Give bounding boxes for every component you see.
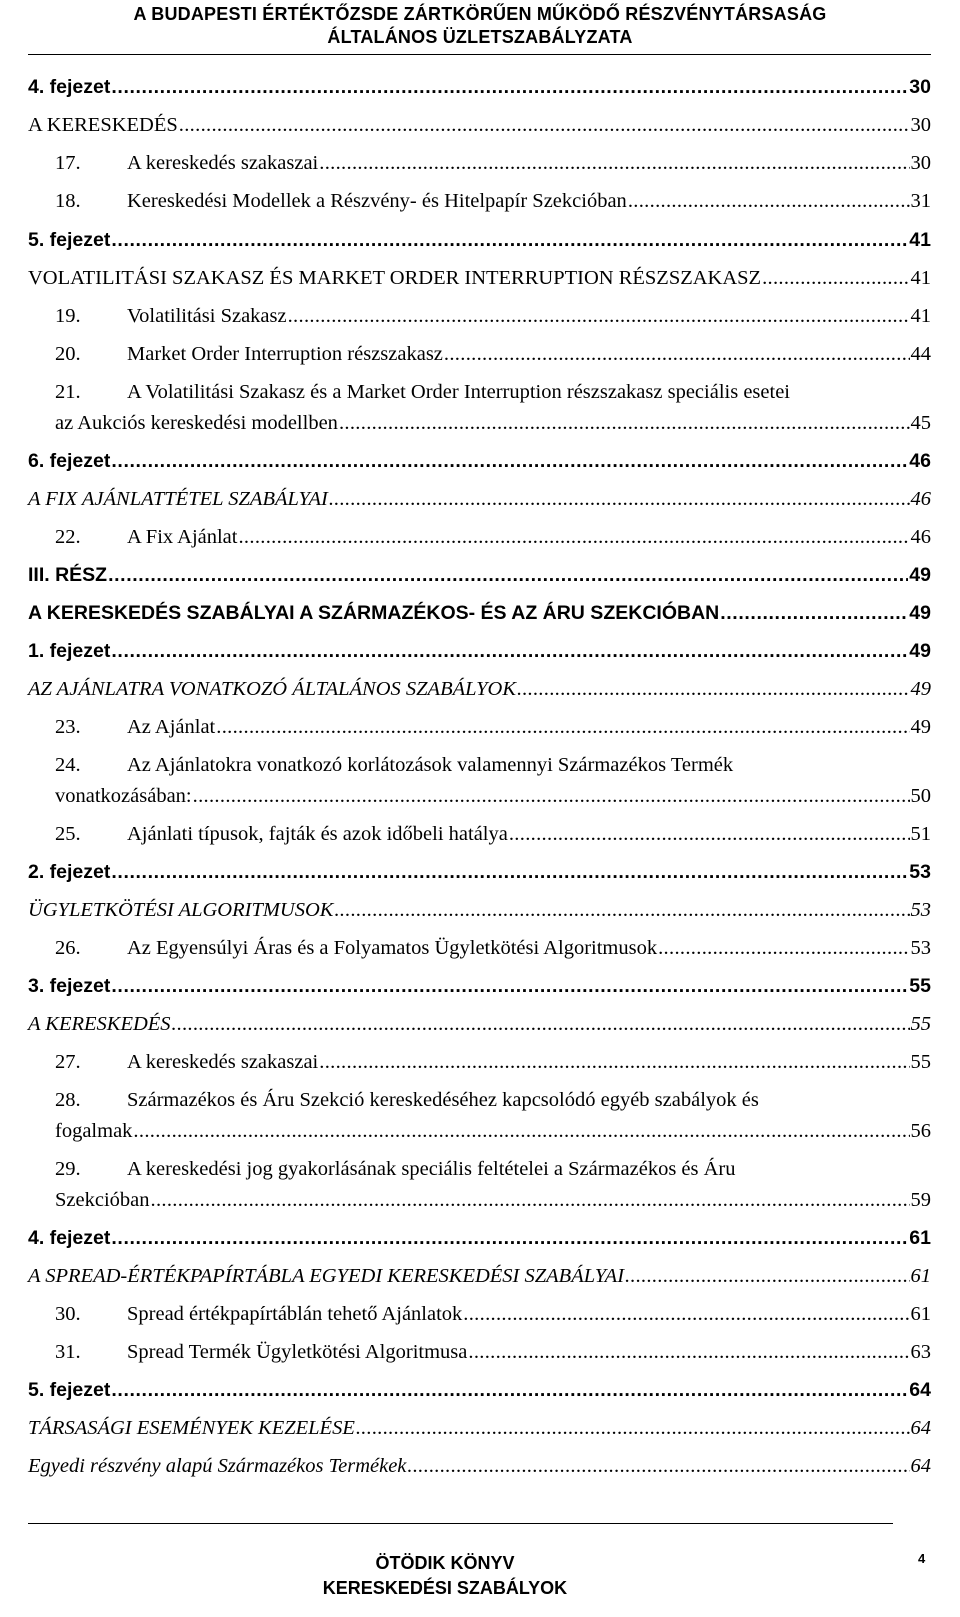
toc-page-number: 31	[910, 190, 931, 212]
toc-entry-number: 21.	[55, 381, 81, 403]
page-number: 4	[918, 1551, 926, 1566]
toc-leader-dots	[111, 858, 908, 886]
toc-entry-title: A Fix Ajánlat	[127, 526, 238, 548]
toc-entry-title: III. RÉSZ	[28, 564, 108, 586]
toc-entry-title: Az Ajánlat	[127, 716, 216, 738]
toc-entry-number: 19.	[55, 305, 81, 327]
toc-page-number: 49	[910, 678, 931, 700]
toc-page-number: 55	[910, 1051, 931, 1073]
toc-entry-title: A kereskedés szakaszai	[127, 1051, 319, 1073]
toc-entry-title: A FIX AJÁNLATTÉTEL SZABÁLYAI	[28, 488, 328, 510]
toc-entry-title: AZ AJÁNLATRA VONATKOZÓ ÁLTALÁNOS SZABÁLYOK	[28, 678, 516, 700]
toc-page-number: 41	[910, 305, 931, 327]
toc-leader-dots	[288, 302, 910, 330]
toc-leader-dots	[762, 264, 909, 292]
toc-entry-title: Volatilitási Szakasz	[127, 305, 287, 327]
toc-entry[interactable]	[28, 226, 931, 254]
toc-entry[interactable]	[28, 637, 931, 665]
toc-entry-number: 20.	[55, 343, 81, 365]
toc-page-number: 61	[910, 1265, 931, 1287]
toc-entry-title: 2. fejezet	[28, 861, 111, 883]
toc-entry-title: Kereskedési Modellek a Részvény- és Hitelpapír Szekcióban	[127, 190, 627, 212]
toc-page-number: 55	[910, 1013, 931, 1035]
toc-entry[interactable]	[28, 858, 931, 886]
toc-page-number: 46	[910, 526, 931, 548]
toc-leader-dots	[720, 599, 908, 627]
toc-entry-number: 22.	[55, 526, 81, 548]
toc-entry[interactable]	[55, 1117, 931, 1145]
toc-page-number: 64	[910, 1417, 931, 1439]
toc-entry-title: 5. fejezet	[28, 1379, 111, 1401]
toc-page-number: 49	[909, 564, 931, 586]
toc-entry-first-line	[55, 1086, 759, 1114]
toc-entry-title: 1. fejezet	[28, 640, 111, 662]
toc-leader-dots	[111, 226, 908, 254]
toc-entry-number: 25.	[55, 823, 81, 845]
toc-entry[interactable]	[28, 1224, 931, 1252]
toc-entry[interactable]	[55, 187, 931, 215]
toc-entry-title: Az Egyensúlyi Áras és a Folyamatos Ügyletkötési Algoritmusok	[127, 937, 658, 959]
toc-page-number: 53	[910, 899, 931, 921]
toc-page-number: 64	[910, 1455, 931, 1477]
toc-entry-title-continued: fogalmak	[55, 1120, 133, 1142]
toc-entry[interactable]	[28, 73, 931, 101]
toc-entry[interactable]	[28, 1414, 931, 1442]
toc-entry-title-continued: vonatkozásában:	[55, 785, 192, 807]
toc-entry[interactable]	[28, 447, 931, 475]
toc-entry[interactable]	[55, 409, 931, 437]
toc-page-number: 63	[910, 1341, 931, 1363]
toc-leader-dots	[111, 637, 908, 665]
toc-entry-title: A KERESKEDÉS	[28, 1013, 171, 1035]
toc-page-number: 51	[910, 823, 931, 845]
toc-entry-title: 6. fejezet	[28, 450, 111, 472]
toc-entry[interactable]	[28, 1262, 931, 1290]
toc-entry[interactable]	[55, 1338, 931, 1366]
toc-entry[interactable]	[28, 675, 931, 703]
toc-leader-dots	[319, 1048, 909, 1076]
toc-leader-dots	[658, 934, 909, 962]
toc-entry[interactable]	[55, 820, 931, 848]
toc-entry[interactable]	[55, 340, 931, 368]
toc-page-number: 64	[909, 1379, 931, 1401]
toc-entry[interactable]	[55, 302, 931, 330]
toc-entry[interactable]	[28, 1376, 931, 1404]
toc-page-number: 50	[910, 785, 931, 807]
toc-entry-title: Spread Termék Ügyletkötési Algoritmusa	[127, 1341, 468, 1363]
toc-leader-dots	[509, 820, 910, 848]
toc-entry[interactable]	[55, 934, 931, 962]
toc-entry[interactable]	[28, 1452, 931, 1480]
toc-entry-title: Spread értékpapírtáblán tehető Ajánlatok	[127, 1303, 463, 1325]
toc-leader-dots	[628, 187, 910, 215]
toc-entry-title: A KERESKEDÉS	[28, 114, 178, 136]
toc-leader-dots	[193, 782, 910, 810]
header-title-line2: ÁLTALÁNOS ÜZLETSZABÁLYZATA	[327, 27, 633, 47]
footer-divider	[28, 1523, 893, 1524]
toc-entry-title: Az Ajánlatokra vonatkozó korlátozások valamennyi Származékos Termék	[127, 754, 734, 776]
toc-entry-title: A Volatilitási Szakasz és a Market Order Interruption részszakasz speciális esetei	[127, 381, 790, 403]
toc-entry-number: 31.	[55, 1341, 81, 1363]
toc-leader-dots	[108, 561, 908, 589]
toc-page-number: 44	[910, 343, 931, 365]
toc-page-number: 53	[909, 861, 931, 883]
toc-entry[interactable]	[28, 111, 931, 139]
toc-entry[interactable]	[28, 972, 931, 1000]
toc-leader-dots	[517, 675, 910, 703]
toc-entry-title: Származékos és Áru Szekció kereskedéséhez kapcsolódó egyéb szabályok és	[127, 1089, 759, 1111]
toc-leader-dots	[407, 1452, 909, 1480]
toc-entry-first-line	[55, 378, 790, 406]
toc-entry-number: 17.	[55, 152, 81, 174]
toc-leader-dots	[468, 1338, 909, 1366]
toc-entry[interactable]	[55, 713, 931, 741]
toc-entry-title-continued: Szekcióban	[55, 1189, 150, 1211]
toc-entry-title: Market Order Interruption részszakasz	[127, 343, 443, 365]
footer-title-line1: ÖTÖDIK KÖNYV	[375, 1553, 515, 1573]
toc-entry-number: 26.	[55, 937, 81, 959]
toc-entry-title: Egyedi részvény alapú Származékos Termékek	[28, 1455, 407, 1477]
toc-entry[interactable]	[28, 264, 931, 292]
toc-page-number: 41	[910, 267, 931, 289]
toc-page-number: 61	[909, 1227, 931, 1249]
toc-entry[interactable]	[28, 1010, 931, 1038]
toc-page-number: 61	[910, 1303, 931, 1325]
toc-entry[interactable]	[55, 1048, 931, 1076]
toc-leader-dots	[111, 447, 908, 475]
toc-entry[interactable]	[55, 782, 931, 810]
toc-leader-dots	[625, 1262, 909, 1290]
toc-entry-title: 3. fejezet	[28, 975, 111, 997]
toc-page-number: 30	[909, 76, 931, 98]
toc-leader-dots	[329, 485, 910, 513]
toc-leader-dots	[319, 149, 909, 177]
toc-entry-title: Ajánlati típusok, fajták és azok időbeli hatálya	[127, 823, 508, 845]
toc-page-number: 49	[909, 640, 931, 662]
toc-entry-number: 24.	[55, 754, 81, 776]
toc-entry-title: VOLATILITÁSI SZAKASZ ÉS MARKET ORDER INTERRUPTION RÉSZSZAKASZ	[28, 267, 762, 289]
toc-leader-dots	[334, 896, 909, 924]
toc-leader-dots	[151, 1186, 910, 1214]
toc-page-number: 56	[910, 1120, 931, 1142]
toc-entry[interactable]	[55, 149, 931, 177]
toc-entry-title: A kereskedési jog gyakorlásának speciális feltételei a Származékos és Áru	[127, 1158, 736, 1180]
toc-entry[interactable]	[55, 523, 931, 551]
toc-page-number: 30	[910, 152, 931, 174]
toc-entry-title: 4. fejezet	[28, 1227, 111, 1249]
toc-leader-dots	[339, 409, 910, 437]
toc-leader-dots	[238, 523, 909, 551]
toc-leader-dots	[216, 713, 909, 741]
toc-entry-number: 18.	[55, 190, 81, 212]
toc-page-number: 49	[909, 602, 931, 624]
toc-page-number: 53	[910, 937, 931, 959]
toc-entry-number: 30.	[55, 1303, 81, 1325]
toc-entry[interactable]	[28, 896, 931, 924]
toc-page-number: 49	[910, 716, 931, 738]
toc-entry-title: 4. fejezet	[28, 76, 111, 98]
toc-page-number: 30	[910, 114, 931, 136]
toc-entry-title: TÁRSASÁGI ESEMÉNYEK KEZELÉSE	[28, 1417, 355, 1439]
toc-leader-dots	[356, 1414, 910, 1442]
toc-entry[interactable]	[28, 561, 931, 589]
toc-leader-dots	[111, 1224, 908, 1252]
toc-entry-title: A SPREAD-ÉRTÉKPAPÍRTÁBLA EGYEDI KERESKEDÉSI SZABÁLYAI	[28, 1265, 625, 1287]
toc-entry-number: 29.	[55, 1158, 81, 1180]
toc-page-number: 45	[910, 412, 931, 434]
toc-leader-dots	[111, 1376, 908, 1404]
toc-page-number: 55	[909, 975, 931, 997]
toc-entry[interactable]	[55, 1300, 931, 1328]
toc-entry-number: 27.	[55, 1051, 81, 1073]
toc-entry[interactable]	[28, 485, 931, 513]
toc-entry-title: ÜGYLETKÖTÉSI ALGORITMUSOK	[28, 899, 334, 921]
toc-leader-dots	[463, 1300, 909, 1328]
toc-leader-dots	[179, 111, 910, 139]
toc-page-number: 59	[910, 1189, 931, 1211]
toc-leader-dots	[111, 73, 908, 101]
toc-entry-number: 28.	[55, 1089, 81, 1111]
toc-entry-title-continued: az Aukciós kereskedési modellben	[55, 412, 338, 434]
toc-entry-first-line	[55, 1155, 736, 1183]
footer-title-line2: KERESKEDÉSI SZABÁLYOK	[322, 1578, 568, 1598]
toc-leader-dots	[172, 1010, 910, 1038]
toc-entry[interactable]	[28, 599, 931, 627]
toc-page-number: 46	[909, 450, 931, 472]
toc-entry-number: 23.	[55, 716, 81, 738]
toc-page-number: 41	[909, 229, 931, 251]
toc-page-number: 46	[910, 488, 931, 510]
toc-leader-dots	[133, 1117, 909, 1145]
toc-entry-title: A KERESKEDÉS SZABÁLYAI A SZÁRMAZÉKOS- ÉS AZ ÁRU SZEKCIÓBAN	[28, 602, 720, 624]
toc-leader-dots	[111, 972, 908, 1000]
toc-entry[interactable]	[55, 1186, 931, 1214]
header-title-line1: A BUDAPESTI ÉRTÉKTŐZSDE ZÁRTKÖRŰEN MŰKÖDŐ RÉSZVÉNYTÁRSASÁG	[133, 4, 827, 24]
toc-entry-title: 5. fejezet	[28, 229, 111, 251]
toc-entry-first-line	[55, 751, 733, 779]
toc-leader-dots	[444, 340, 910, 368]
toc-entry-title: A kereskedés szakaszai	[127, 152, 319, 174]
